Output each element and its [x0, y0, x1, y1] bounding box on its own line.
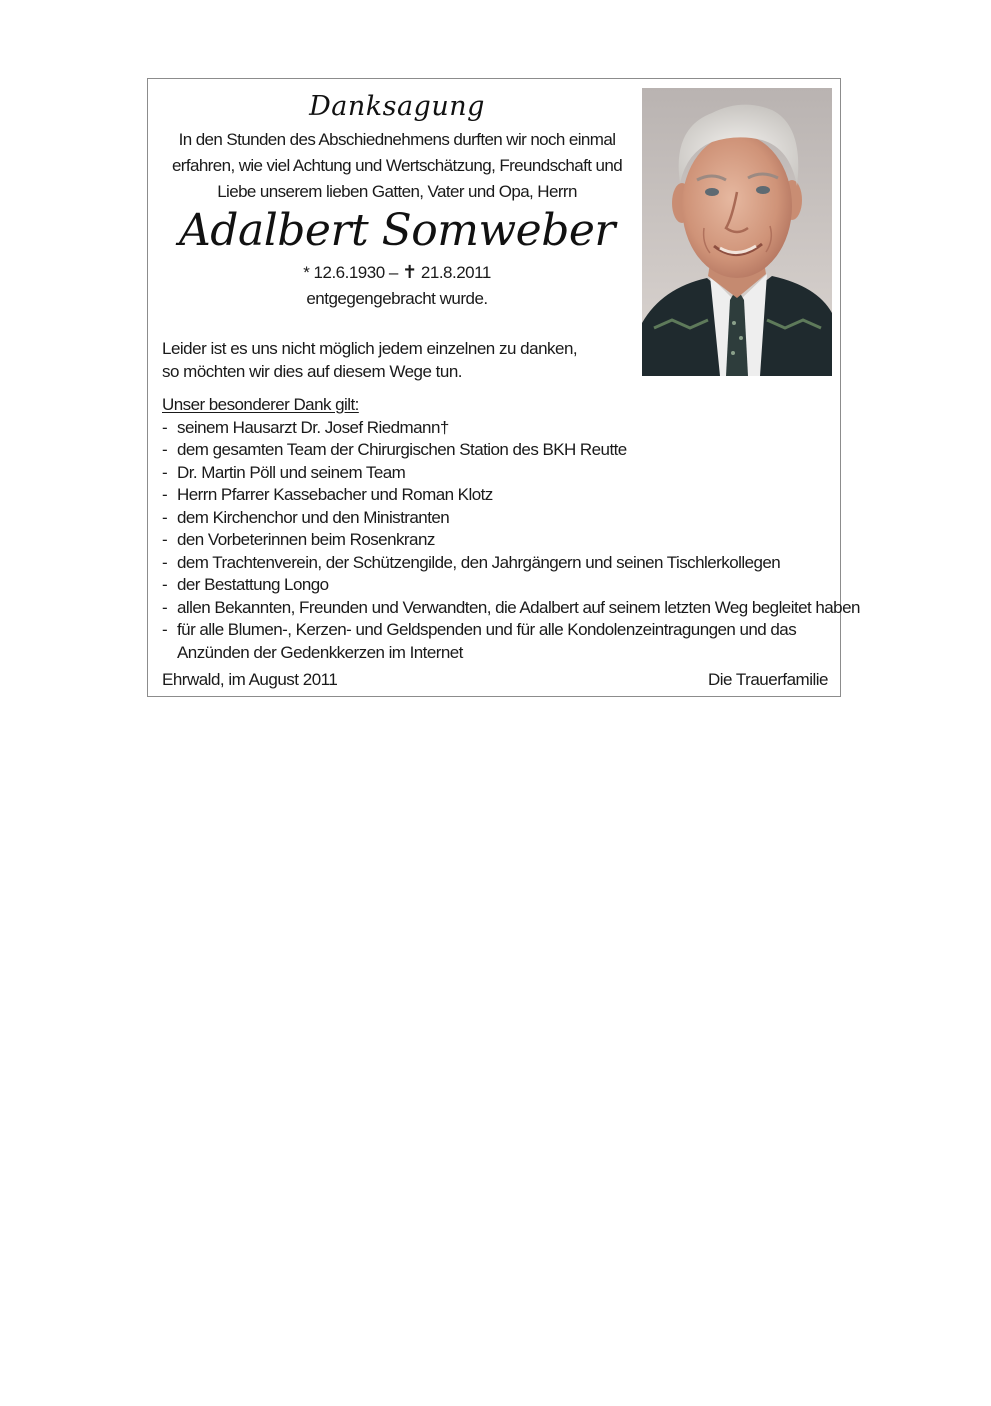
birth-date: * 12.6.1930 –: [303, 263, 398, 282]
list-item: [162, 619, 834, 642]
list-item-text: allen Bekannten, Freunden und Verwandten, die Adalbert auf seinem letzten Weg begleitet haben: [177, 597, 860, 617]
death-date: 21.8.2011: [420, 263, 491, 282]
notice-title: Danksagung: [309, 91, 485, 122]
list-item-text: den Vorbeterinnen beim Rosenkranz: [177, 530, 435, 549]
list-item-text: für alle Blumen-, Kerzen- und Geldspenden und für alle Kondolenzeintragungen und das: [177, 620, 797, 639]
apology-paragraph: [162, 337, 577, 383]
intro-line-3: Liebe unserem lieben Gatten, Vater und Opa, Herrn: [217, 182, 577, 201]
list-dash: -: [162, 597, 168, 617]
list-dash: -: [162, 440, 168, 459]
cross-icon: ✝: [402, 262, 417, 282]
portrait-illustration: [642, 88, 832, 376]
list-item: [162, 529, 834, 552]
list-item: [162, 597, 860, 620]
apology-line-2: so möchten wir dies auf diesem Wege tun.: [162, 362, 463, 381]
portrait-photo: [642, 88, 832, 376]
received-line: entgegengebracht wurde.: [306, 289, 488, 308]
intro-line-2: erfahren, wie viel Achtung und Wertschätzung, Freundschaft und: [171, 156, 623, 175]
list-item: [162, 439, 834, 462]
list-dash: -: [162, 417, 168, 437]
apology-line-1: Leider ist es uns nicht möglich jedem einzelnen zu danken,: [162, 339, 578, 358]
list-dash: -: [162, 575, 168, 594]
family-signature: Die Trauerfamilie: [708, 670, 828, 689]
list-item-text: Dr. Martin Pöll und seinem Team: [177, 462, 406, 482]
list-item: [162, 484, 834, 507]
list-item: [162, 417, 834, 440]
list-dash: -: [162, 507, 168, 527]
deceased-name: Adalbert Somweber: [179, 205, 615, 256]
list-item-text: seinem Hausarzt Dr. Josef Riedmann†: [177, 417, 449, 437]
list-dash: -: [162, 485, 168, 504]
thanks-list: [162, 417, 860, 665]
list-dash: -: [162, 462, 168, 482]
obituary-thanks-notice: [147, 78, 860, 697]
list-dash: -: [162, 620, 168, 639]
list-dash: -: [162, 552, 168, 572]
list-item: [162, 552, 834, 575]
intro-line-1: In den Stunden des Abschiednehmens durften wir noch einmal: [178, 130, 616, 149]
life-dates: [154, 259, 640, 286]
list-item-text: dem Trachtenverein, der Schützengilde, den Jahrgängern und seinen Tischlerkollegen: [177, 552, 781, 572]
thanks-heading: Unser besonderer Dank gilt:: [162, 395, 359, 414]
list-item: [162, 462, 834, 485]
list-item-text: dem gesamten Team der Chirurgischen Station des BKH Reutte: [177, 440, 627, 459]
list-item-continuation: [162, 642, 834, 665]
notice-header: [154, 87, 640, 312]
special-thanks-section: [162, 394, 860, 664]
list-item: [162, 507, 834, 530]
list-item-text: Anzünden der Gedenkkerzen im Internet: [177, 642, 463, 662]
signoff-row: [162, 669, 828, 691]
list-item-text: dem Kirchenchor und den Ministranten: [177, 507, 450, 527]
place-date: Ehrwald, im August 2011: [162, 670, 338, 689]
list-item-text: Herrn Pfarrer Kassebacher und Roman Klotz: [177, 485, 493, 504]
list-item: [162, 574, 834, 597]
list-dash: -: [162, 530, 168, 549]
list-item-text: der Bestattung Longo: [177, 575, 329, 594]
